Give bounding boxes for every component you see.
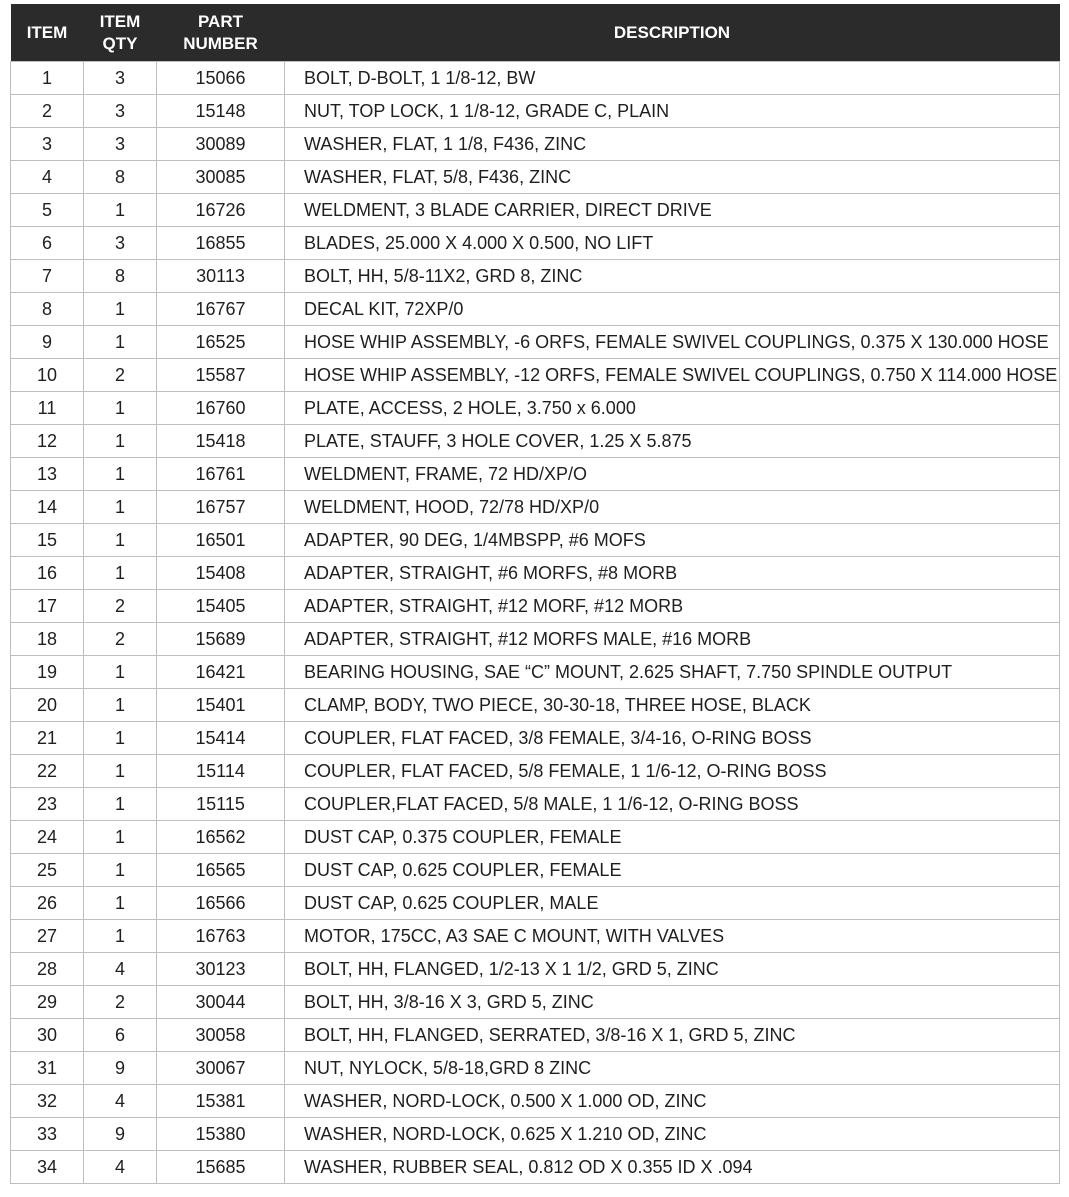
part-number-cell: 30067 [157,1052,285,1085]
item-cell: 20 [11,689,84,722]
description-cell: WASHER, NORD-LOCK, 0.500 X 1.000 OD, ZINC [285,1085,1060,1118]
qty-cell: 1 [84,425,157,458]
table-row [11,359,1060,392]
header-part-number-line1: PART [197,11,243,31]
header-item-label: ITEM [26,22,68,42]
description-cell: BLADES, 25.000 X 4.000 X 0.500, NO LIFT [285,227,1060,260]
table-row [11,1085,1060,1118]
table-row [11,1118,1060,1151]
qty-cell: 1 [84,656,157,689]
parts-list [10,4,1059,1184]
table-row [11,821,1060,854]
table-row [11,1019,1060,1052]
qty-cell: 1 [84,326,157,359]
item-cell: 31 [11,1052,84,1085]
table-row [11,656,1060,689]
part-number-cell: 16757 [157,491,285,524]
qty-cell: 1 [84,293,157,326]
qty-cell: 3 [84,227,157,260]
item-cell: 18 [11,623,84,656]
qty-cell: 1 [84,491,157,524]
part-number-cell: 15685 [157,1151,285,1184]
part-number-cell: 15689 [157,623,285,656]
item-cell: 27 [11,920,84,953]
item-cell: 11 [11,392,84,425]
table-row [11,986,1060,1019]
description-cell: COUPLER, FLAT FACED, 3/8 FEMALE, 3/4-16, O-RING BOSS [285,722,1060,755]
item-cell: 34 [11,1151,84,1184]
table-row [11,590,1060,623]
description-cell: WASHER, NORD-LOCK, 0.625 X 1.210 OD, ZINC [285,1118,1060,1151]
qty-cell: 1 [84,788,157,821]
item-cell: 21 [11,722,84,755]
table-row [11,62,1060,95]
table-row [11,953,1060,986]
qty-cell: 1 [84,722,157,755]
description-cell: BOLT, HH, FLANGED, SERRATED, 3/8-16 X 1, GRD 5, ZINC [285,1019,1060,1052]
header-description-label: DESCRIPTION [613,22,731,42]
table-row [11,788,1060,821]
header-item-qty-line2: QTY [102,33,138,53]
description-cell: DUST CAP, 0.625 COUPLER, FEMALE [285,854,1060,887]
part-number-cell: 30085 [157,161,285,194]
item-cell: 16 [11,557,84,590]
table-row [11,623,1060,656]
description-cell: ADAPTER, 90 DEG, 1/4MBSPP, #6 MOFS [285,524,1060,557]
table-row [11,755,1060,788]
description-cell: WELDMENT, FRAME, 72 HD/XP/O [285,458,1060,491]
qty-cell: 9 [84,1118,157,1151]
item-cell: 19 [11,656,84,689]
qty-cell: 4 [84,1151,157,1184]
qty-cell: 4 [84,953,157,986]
description-cell: WELDMENT, HOOD, 72/78 HD/XP/0 [285,491,1060,524]
part-number-cell: 15408 [157,557,285,590]
description-cell: DUST CAP, 0.375 COUPLER, FEMALE [285,821,1060,854]
part-number-cell: 15115 [157,788,285,821]
item-cell: 32 [11,1085,84,1118]
part-number-cell: 16566 [157,887,285,920]
qty-cell: 1 [84,557,157,590]
qty-cell: 8 [84,260,157,293]
table-row [11,1151,1060,1184]
table-row [11,392,1060,425]
description-cell: BOLT, D-BOLT, 1 1/8-12, BW [285,62,1060,95]
item-cell: 25 [11,854,84,887]
qty-cell: 3 [84,62,157,95]
table-row [11,458,1060,491]
part-number-cell: 16763 [157,920,285,953]
part-number-cell: 30044 [157,986,285,1019]
description-cell: DUST CAP, 0.625 COUPLER, MALE [285,887,1060,920]
item-cell: 28 [11,953,84,986]
part-number-cell: 16726 [157,194,285,227]
part-number-cell: 30058 [157,1019,285,1052]
item-cell: 1 [11,62,84,95]
table-row [11,227,1060,260]
table-row [11,95,1060,128]
item-cell: 15 [11,524,84,557]
table-row [11,161,1060,194]
description-cell: PLATE, STAUFF, 3 HOLE COVER, 1.25 X 5.875 [285,425,1060,458]
table-row [11,1052,1060,1085]
table-row [11,722,1060,755]
description-cell: WELDMENT, 3 BLADE CARRIER, DIRECT DRIVE [285,194,1060,227]
item-cell: 22 [11,755,84,788]
description-cell: ADAPTER, STRAIGHT, #6 MORFS, #8 MORB [285,557,1060,590]
qty-cell: 1 [84,821,157,854]
part-number-cell: 15418 [157,425,285,458]
qty-cell: 1 [84,887,157,920]
description-cell: PLATE, ACCESS, 2 HOLE, 3.750 x 6.000 [285,392,1060,425]
qty-cell: 1 [84,920,157,953]
part-number-cell: 16760 [157,392,285,425]
part-number-cell: 15380 [157,1118,285,1151]
part-number-cell: 16565 [157,854,285,887]
item-cell: 29 [11,986,84,1019]
item-cell: 23 [11,788,84,821]
description-cell: BOLT, HH, 5/8-11X2, GRD 8, ZINC [285,260,1060,293]
header-part-number-line2: NUMBER [183,33,258,53]
header-row [11,4,1060,62]
description-cell: WASHER, RUBBER SEAL, 0.812 OD X 0.355 ID X .094 [285,1151,1060,1184]
table-row [11,524,1060,557]
part-number-cell: 15587 [157,359,285,392]
description-cell: HOSE WHIP ASSEMBLY, -12 ORFS, FEMALE SWIVEL COUPLINGS, 0.750 X 114.000 HOSE [285,359,1060,392]
qty-cell: 1 [84,854,157,887]
qty-cell: 9 [84,1052,157,1085]
description-cell: BEARING HOUSING, SAE “C” MOUNT, 2.625 SHAFT, 7.750 SPINDLE OUTPUT [285,656,1060,689]
qty-cell: 3 [84,128,157,161]
table-row [11,326,1060,359]
item-cell: 3 [11,128,84,161]
part-number-cell: 15414 [157,722,285,755]
part-number-cell: 15148 [157,95,285,128]
qty-cell: 2 [84,986,157,1019]
qty-cell: 8 [84,161,157,194]
item-cell: 7 [11,260,84,293]
description-cell: BOLT, HH, FLANGED, 1/2-13 X 1 1/2, GRD 5, ZINC [285,953,1060,986]
item-cell: 17 [11,590,84,623]
part-number-cell: 15405 [157,590,285,623]
description-cell: BOLT, HH, 3/8-16 X 3, GRD 5, ZINC [285,986,1060,1019]
qty-cell: 1 [84,755,157,788]
table-row [11,854,1060,887]
qty-cell: 2 [84,359,157,392]
table-body [11,62,1060,1184]
parts-table [10,4,1060,1184]
part-number-cell: 16525 [157,326,285,359]
item-cell: 5 [11,194,84,227]
description-cell: ADAPTER, STRAIGHT, #12 MORF, #12 MORB [285,590,1060,623]
description-cell: MOTOR, 175CC, A3 SAE C MOUNT, WITH VALVES [285,920,1060,953]
item-cell: 14 [11,491,84,524]
description-cell: ADAPTER, STRAIGHT, #12 MORFS MALE, #16 MORB [285,623,1060,656]
part-number-cell: 16562 [157,821,285,854]
part-number-cell: 16855 [157,227,285,260]
qty-cell: 1 [84,392,157,425]
table-row [11,491,1060,524]
description-cell: CLAMP, BODY, TWO PIECE, 30-30-18, THREE HOSE, BLACK [285,689,1060,722]
table-row [11,557,1060,590]
item-cell: 9 [11,326,84,359]
description-cell: COUPLER,FLAT FACED, 5/8 MALE, 1 1/6-12, O-RING BOSS [285,788,1060,821]
qty-cell: 1 [84,458,157,491]
item-cell: 12 [11,425,84,458]
part-number-cell: 16767 [157,293,285,326]
qty-cell: 2 [84,590,157,623]
qty-cell: 1 [84,194,157,227]
part-number-cell: 15381 [157,1085,285,1118]
qty-cell: 3 [84,95,157,128]
table-row [11,128,1060,161]
part-number-cell: 16501 [157,524,285,557]
part-number-cell: 30089 [157,128,285,161]
header-item-qty-line1: ITEM [99,11,141,31]
header-part-number [157,4,285,62]
item-cell: 26 [11,887,84,920]
qty-cell: 2 [84,623,157,656]
description-cell: DECAL KIT, 72XP/0 [285,293,1060,326]
item-cell: 13 [11,458,84,491]
description-cell: COUPLER, FLAT FACED, 5/8 FEMALE, 1 1/6-12, O-RING BOSS [285,755,1060,788]
qty-cell: 6 [84,1019,157,1052]
part-number-cell: 30123 [157,953,285,986]
item-cell: 24 [11,821,84,854]
table-row [11,425,1060,458]
table-row [11,920,1060,953]
item-cell: 6 [11,227,84,260]
table-row [11,887,1060,920]
part-number-cell: 15114 [157,755,285,788]
qty-cell: 1 [84,689,157,722]
description-cell: WASHER, FLAT, 5/8, F436, ZINC [285,161,1060,194]
part-number-cell: 15066 [157,62,285,95]
table-row [11,260,1060,293]
table-row [11,293,1060,326]
part-number-cell: 15401 [157,689,285,722]
table-row [11,194,1060,227]
description-cell: WASHER, FLAT, 1 1/8, F436, ZINC [285,128,1060,161]
item-cell: 4 [11,161,84,194]
header-description [285,4,1060,62]
description-cell: HOSE WHIP ASSEMBLY, -6 ORFS, FEMALE SWIVEL COUPLINGS, 0.375 X 130.000 HOSE [285,326,1060,359]
item-cell: 8 [11,293,84,326]
item-cell: 2 [11,95,84,128]
item-cell: 10 [11,359,84,392]
table-row [11,689,1060,722]
description-cell: NUT, NYLOCK, 5/8-18,GRD 8 ZINC [285,1052,1060,1085]
qty-cell: 4 [84,1085,157,1118]
header-item-qty [84,4,157,62]
description-cell: NUT, TOP LOCK, 1 1/8-12, GRADE C, PLAIN [285,95,1060,128]
item-cell: 33 [11,1118,84,1151]
qty-cell: 1 [84,524,157,557]
table-header [11,4,1060,62]
item-cell: 30 [11,1019,84,1052]
part-number-cell: 30113 [157,260,285,293]
part-number-cell: 16421 [157,656,285,689]
part-number-cell: 16761 [157,458,285,491]
header-item [11,4,84,62]
